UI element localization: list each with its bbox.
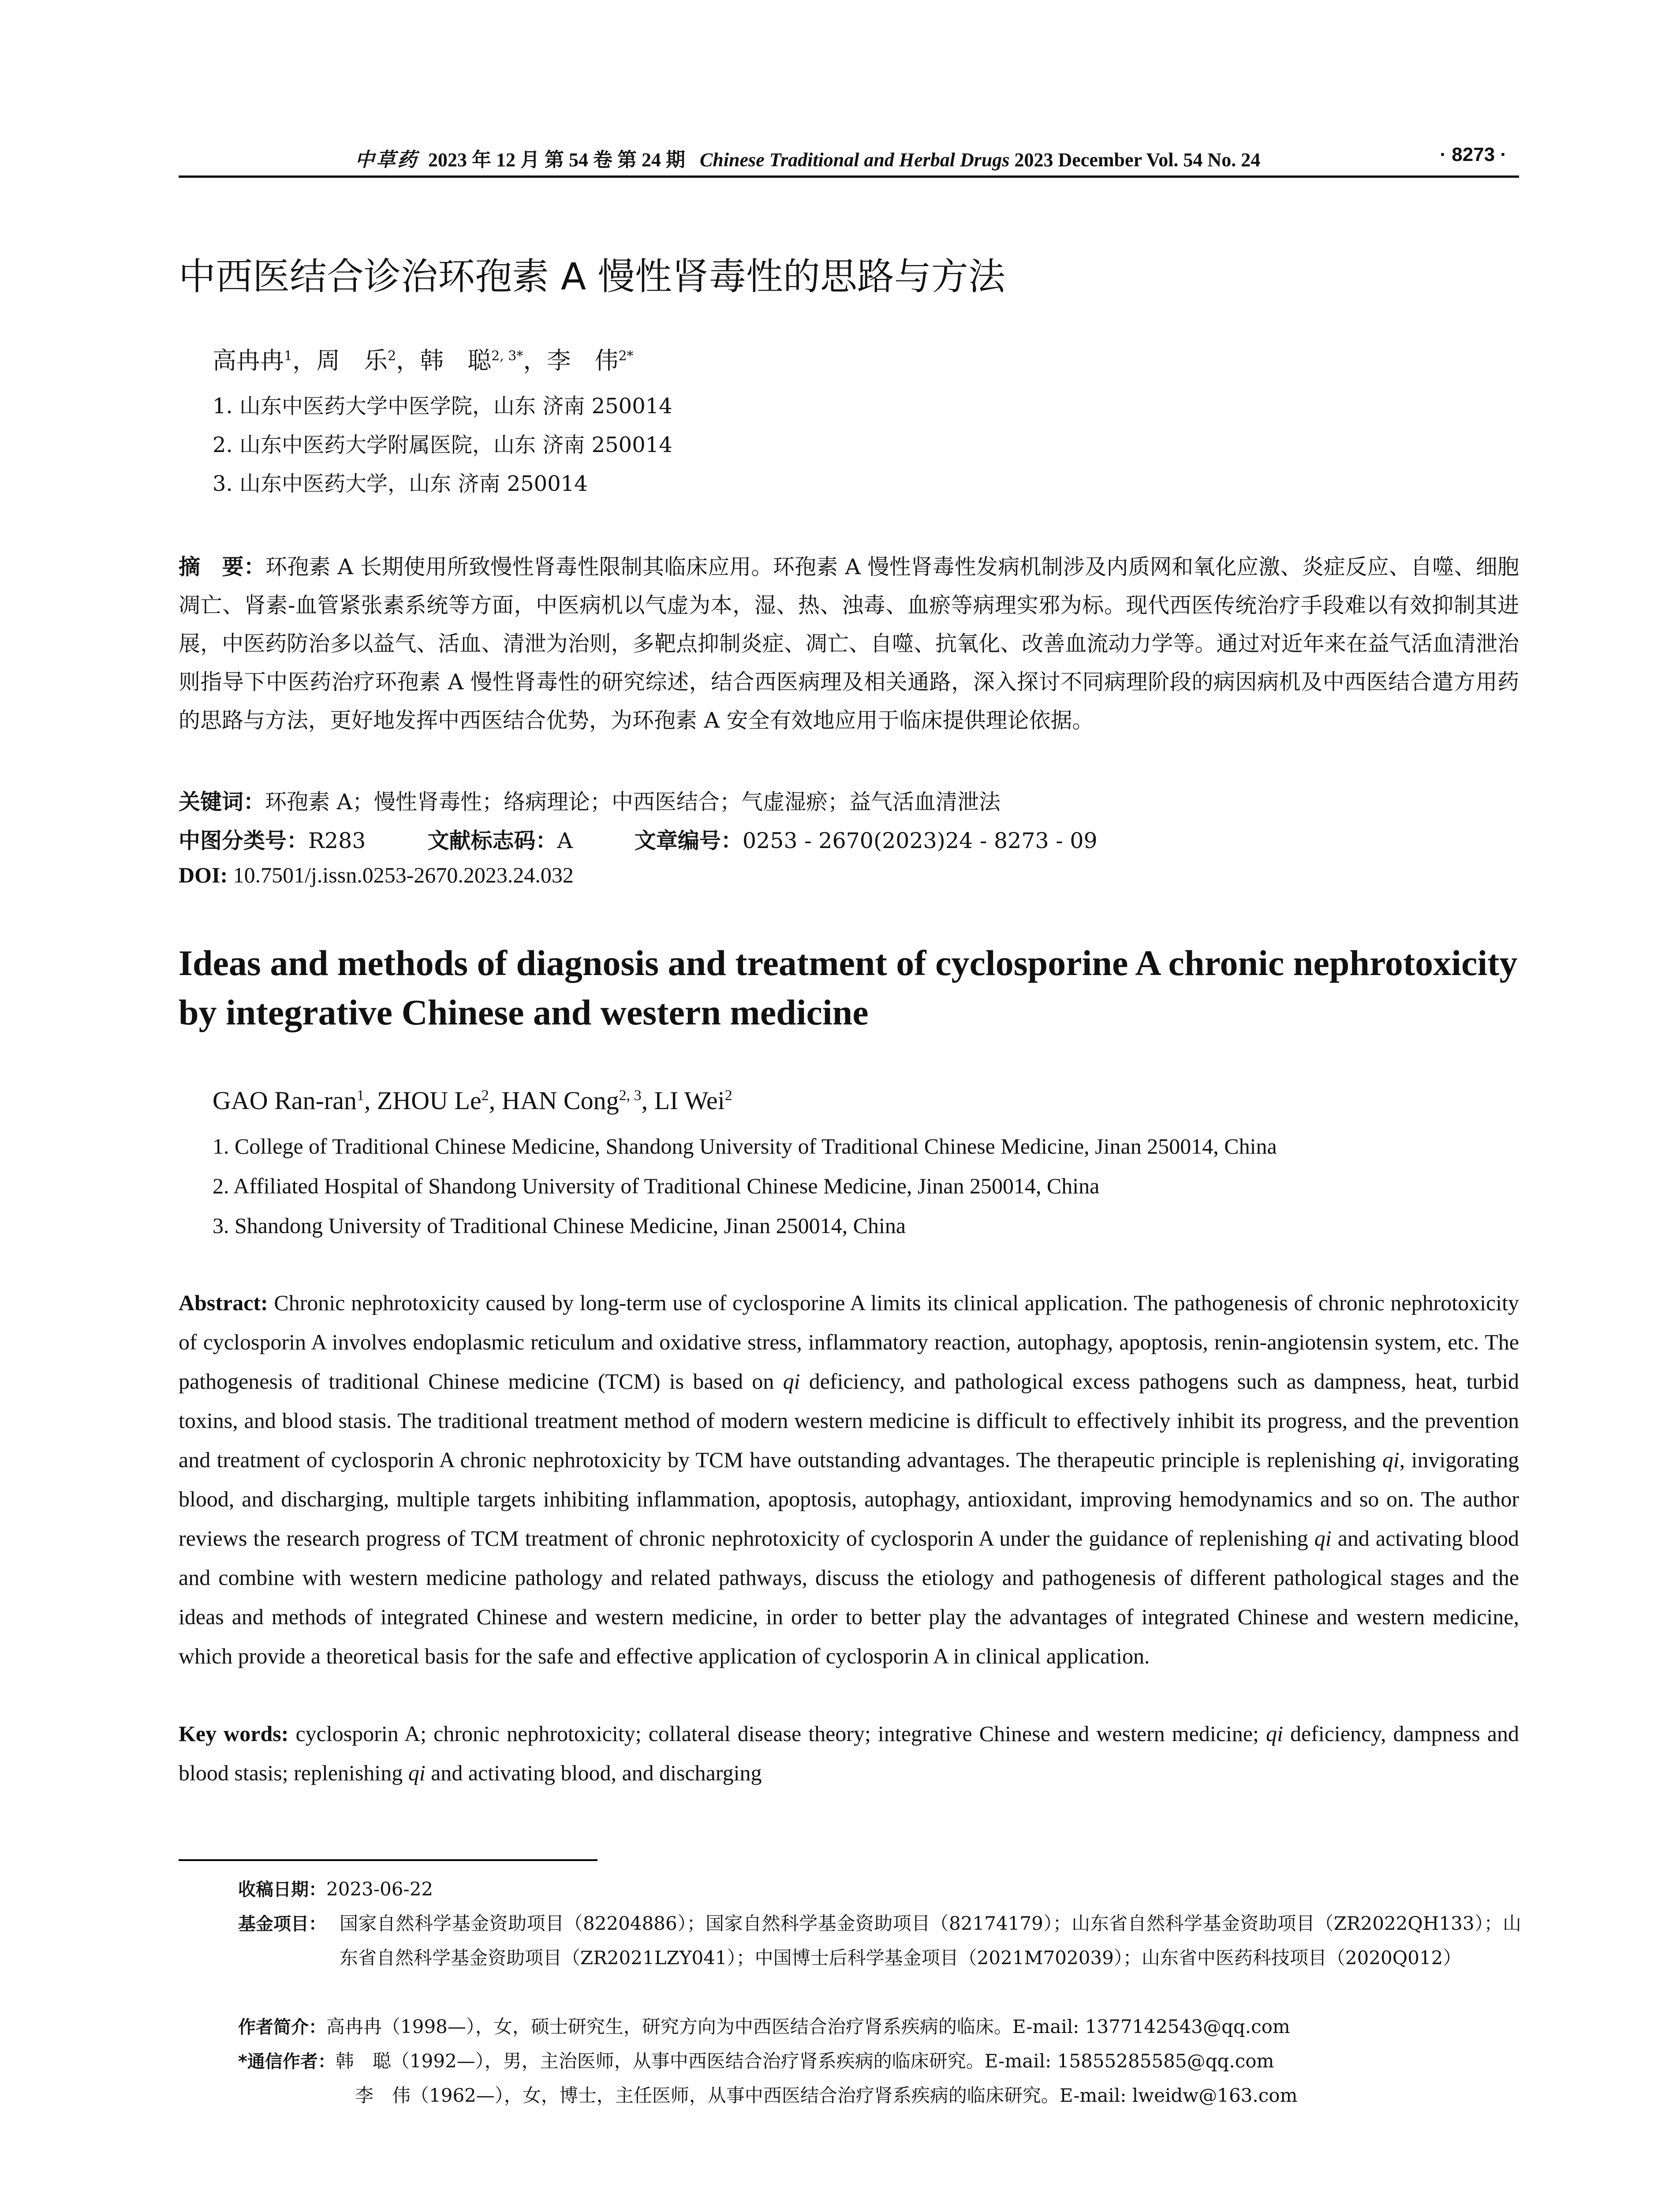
cn-author-affil-mark: 2 xyxy=(388,348,396,364)
corresponding-author-2: 李 伟（1962—），女，博士，主任医师，从事中西医结合治疗肾系疾病的临床研究。E-mail: lweidw@163.com xyxy=(355,2085,1298,2106)
en-abstract-text: deficiency, and pathological excess pathogens such as dampness, heat, turbid toxins, and blood stasis. The traditional treatment method of modern western medicine is difficult to effectively inhibit its progress, and the prevention and treatment of cyclosporin A chronic nephrotoxicity by TCM have outstanding advantages. The therapeutic principle is replenishing xyxy=(179,1369,1519,1472)
footnote-rule xyxy=(179,1859,597,1861)
cn-author: 李 伟 xyxy=(547,347,619,374)
footnote-received xyxy=(238,1872,433,1907)
en-keywords-italic-term: qi xyxy=(1266,1721,1283,1746)
cn-keywords xyxy=(179,785,1001,816)
en-keywords-italic-term: qi xyxy=(408,1760,426,1785)
cn-article-title: 中西医结合诊治环孢素 A 慢性肾毒性的思路与方法 xyxy=(179,255,1005,298)
cn-affiliation: 1. 山东中医药大学中医学院，山东 济南 250014 xyxy=(213,394,672,419)
fund-text: 国家自然科学基金资助项目（82204886）；国家自然科学基金资助项目（82174179）；山东省自然科学基金资助项目（ZR2022QH133）；山东省自然科学基金资助项目（ZR2021LZY041）；中国博士后科学基金项目（2021M702039）；山东省中医药科技项目（2020Q012） xyxy=(340,1913,1521,1969)
en-author-affil-mark: 1 xyxy=(356,1087,364,1104)
en-abstract-text: and activating blood and combine with western medicine pathology and related pathways, discuss the etiology and pathogenesis of different pathological stages and the ideas and methods of integrated Chinese and western medicine, in order to better play the advantages of integrated Chinese and western medicine, which provide a theoretical basis for the safe and effective application of cyclosporin A in clinical application. xyxy=(179,1526,1519,1668)
doi-value: 10.7501/j.issn.0253-2670.2023.24.032 xyxy=(233,863,574,887)
bio-text: 高冉冉（1998—），女，硕士研究生，研究方向为中西医结合治疗肾系疾病的临床。E-mail: 1377142543@qq.com xyxy=(326,2016,1290,2037)
running-header-text xyxy=(355,144,1260,172)
corresponding-label: *通信作者： xyxy=(238,2052,336,2072)
cn-author: 高冉冉 xyxy=(213,347,284,374)
clc-label: 中图分类号： xyxy=(179,828,309,853)
running-header xyxy=(179,140,1519,171)
doc-code-label: 文献标志码： xyxy=(427,828,557,853)
cn-author-list: 高冉冉$^1$，周 乐$^2$，韩 聪$^{2, 3*}$，李 伟$^{2*}$ xyxy=(213,347,634,374)
cn-affiliation: 2. 山东中医药大学附属医院，山东 济南 250014 xyxy=(213,433,672,457)
en-abstract xyxy=(179,1283,1519,1676)
en-abstract-label: Abstract: xyxy=(179,1290,268,1315)
cn-author-affil-mark: 2, 3* xyxy=(491,348,523,364)
footnote-fund xyxy=(238,1906,1521,2012)
article-no-value: 0253 - 2670(2023)24 - 8273 - 09 xyxy=(742,828,1098,853)
cn-keywords-text: 环孢素 A；慢性肾毒性；络病理论；中西医结合；气虚湿瘀；益气活血清泄法 xyxy=(265,789,1001,815)
en-keywords-text: cyclosporin A; chronic nephrotoxicity; collateral disease theory; integrative Chinese and western medicine; xyxy=(288,1721,1266,1746)
article-no-label: 文章编号： xyxy=(634,828,743,853)
en-author-list: GAO Ran-ran$^1$, ZHOU Le$^2$, HAN Cong$^{2, 3}$, LI Wei$^2$ xyxy=(213,1086,732,1115)
en-article-title: Ideas and methods of diagnosis and treatment of cyclosporine A chronic nephrotoxicity by integrative Chinese and western medicine xyxy=(179,943,1518,1032)
footnote-corresponding-2 xyxy=(355,2078,1297,2113)
en-keywords-text: and activating blood, and discharging xyxy=(425,1760,762,1785)
cn-affiliation: 3. 山东中医药大学，山东 济南 250014 xyxy=(213,471,588,496)
en-author: LI Wei xyxy=(654,1086,725,1115)
cn-author-affil-mark: 2* xyxy=(618,348,634,364)
doc-code-value: A xyxy=(557,828,573,853)
doi-line xyxy=(179,862,574,888)
cn-author-affil-mark: 1 xyxy=(284,348,293,364)
en-abstract-italic-term: qi xyxy=(1314,1526,1332,1551)
cn-keywords-label: 关键词： xyxy=(179,789,265,815)
journal-name-en: Chinese Traditional and Herbal Drugs xyxy=(700,149,1010,171)
en-author: GAO Ran-ran xyxy=(213,1086,357,1115)
issue-date-en: 2023 December Vol. 54 No. 24 xyxy=(1014,149,1261,171)
en-keywords-label: Key words: xyxy=(179,1721,289,1746)
received-date: 2023-06-22 xyxy=(326,1878,433,1900)
en-author: HAN Cong xyxy=(501,1086,619,1115)
received-label: 收稿日期： xyxy=(238,1880,326,1900)
doi-label: DOI: xyxy=(179,863,228,887)
cn-abstract-text: 环孢素 A 长期使用所致慢性肾毒性限制其临床应用。环孢素 A 慢性肾毒性发病机制涉及内质网和氧化应激、炎症反应、自噬、细胞凋亡、肾素-血管紧张素系统等方面，中医病机以气虚为本，湿、热、浊毒、血瘀等病理实邪为标。现代西医传统治疗手段难以有效抑制其进展，中医药防治多以益气、活血、清泄为治则，多靶点抑制炎症、凋亡、自噬、抗氧化、改善血流动力学等。通过对近年来在益气活血清泄治则指导下中医药治疗环孢素 A 慢性肾毒性的研究综述，结合西医病理及相关通路，深入探讨不同病理阶段的病因病机及中西医结合遣方用药的思路与方法，更好地发挥中西医结合优势，为环孢素 A 安全有效地应用于临床提供理论依据。 xyxy=(179,554,1519,733)
cn-abstract-label: 摘 要： xyxy=(179,554,266,579)
en-affiliation: 2. Affiliated Hospital of Shandong University of Traditional Chinese Medicine, Jinan 250014, China xyxy=(213,1174,1100,1198)
cn-author: 韩 聪 xyxy=(420,347,492,374)
issue-date-cn: 2023 年 12 月 第 54 卷 第 24 期 xyxy=(428,149,685,171)
cn-abstract xyxy=(179,548,1519,740)
en-abstract-italic-term: qi xyxy=(783,1369,800,1394)
en-keywords-text: deficiency, dampness and blood stasis; replenishing xyxy=(179,1721,1519,1785)
corresponding-author-1: 韩 聪（1992—），男，主治医师，从事中西医结合治疗肾系疾病的临床研究。E-mail: 15855285585@qq.com xyxy=(335,2050,1274,2072)
en-author: ZHOU Le xyxy=(377,1086,482,1115)
cn-classification-line xyxy=(179,824,1098,855)
clc-value: R283 xyxy=(308,828,366,853)
en-affiliation: 3. Shandong University of Traditional Chinese Medicine, Jinan 250014, China xyxy=(213,1213,906,1238)
en-abstract-italic-term: qi xyxy=(1382,1447,1400,1472)
cn-author: 周 乐 xyxy=(316,347,388,374)
en-abstract-text: Chronic nephrotoxicity caused by long-term use of cyclosporine A limits its clinical application. The pathogenesis of chronic nephrotoxicity of cyclosporin A involves endoplasmic reticulum and oxidative stress, inflammatory reaction, autophagy, apoptosis, renin-angiotensin system, etc. The pathogenesis of traditional Chinese medicine (TCM) is based on xyxy=(179,1290,1519,1394)
en-affiliation: 1. College of Traditional Chinese Medicine, Shandong University of Traditional Chinese Medicine, Jinan 250014, China xyxy=(213,1134,1277,1159)
journal-name-cn: 中草药 xyxy=(355,149,418,171)
en-author-affil-mark: 2 xyxy=(481,1087,489,1104)
bio-label: 作者简介： xyxy=(238,2017,326,2037)
footnote-corresponding xyxy=(238,2044,1274,2079)
en-author-affil-mark: 2 xyxy=(724,1087,732,1104)
en-abstract-text: , invigorating blood, and discharging, multiple targets inhibiting inflammation, apoptosis, autophagy, antioxidant, improving hemodynamics and so on. The author reviews the research progress of TCM treatment of chronic nephrotoxicity of cyclosporin A under the guidance of replenishing xyxy=(179,1447,1519,1551)
page-number: · 8273 · xyxy=(1440,144,1507,165)
en-keywords xyxy=(179,1714,1519,1793)
footnote-author-bio xyxy=(238,2010,1290,2044)
fund-label: 基金项目： xyxy=(238,1914,326,1934)
en-author-affil-mark: 2, 3 xyxy=(619,1087,642,1104)
header-rule xyxy=(179,176,1519,178)
